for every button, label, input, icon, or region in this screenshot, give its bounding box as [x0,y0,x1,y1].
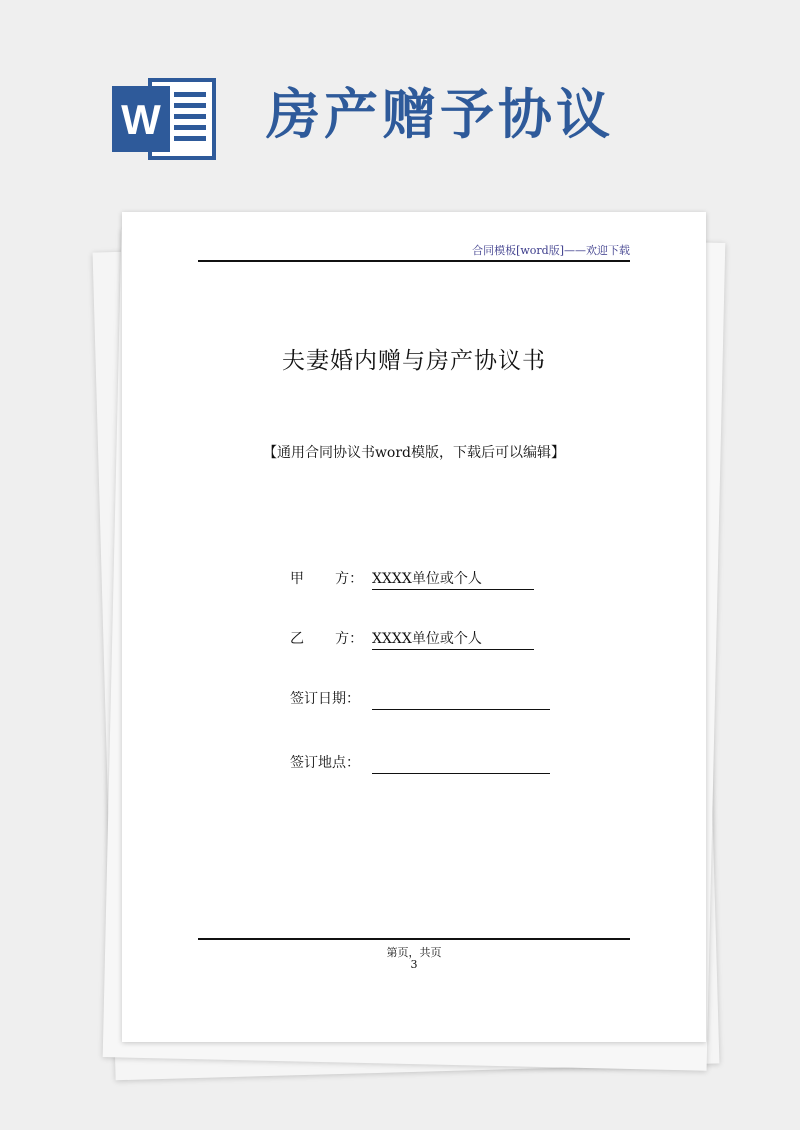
field-value[interactable]: XXXX单位或个人 [372,628,534,650]
document-subtitle: 【通用合同协议书word模版，下载后可以编辑】 [262,445,566,461]
field-value[interactable] [372,688,550,710]
field-value[interactable]: XXXX单位或个人 [372,568,534,590]
page-footer: 第页，共页 [386,946,442,959]
document-title: 夫妻婚内赠与房产协议书 [282,348,546,374]
header-banner [0,0,800,200]
svg-text:W: W [121,96,161,143]
field-label: 签订地点： [290,755,360,771]
page-number: 3 [410,958,418,971]
field-value[interactable] [372,752,550,774]
field-label: 乙 方： [290,631,364,647]
banner-title: 房产赠予协议 [266,83,614,146]
field-label: 签订日期： [290,691,360,707]
word-document-icon [112,78,220,160]
document-page [122,212,706,1042]
footer-rule [198,938,630,940]
header-rule [198,260,630,262]
field-label: 甲 方： [290,571,364,587]
page-header-note: 合同模板[word版]——欢迎下载 [472,244,630,257]
